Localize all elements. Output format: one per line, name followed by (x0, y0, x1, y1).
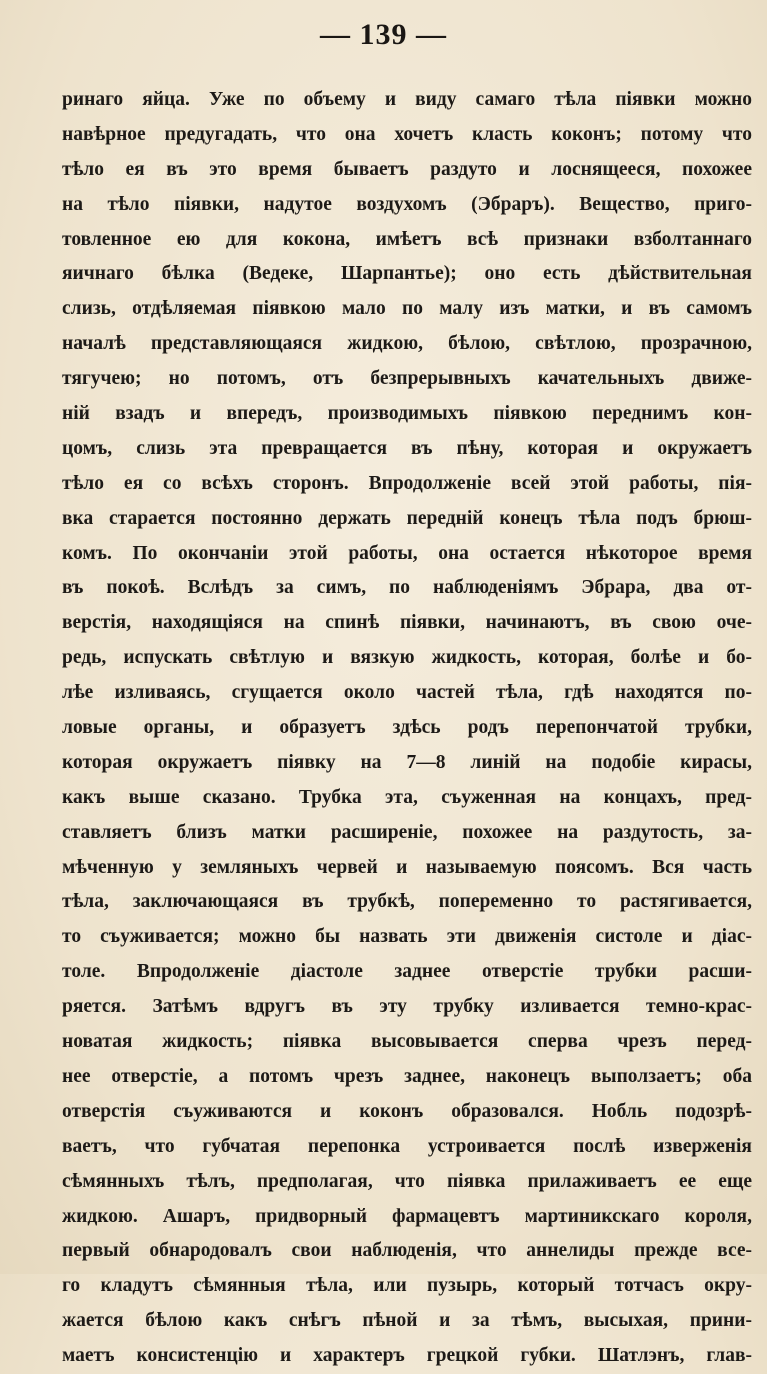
text-line: тѣло ея со всѣхъ сторонъ. Впродолженіе всей этой работы, пія- (62, 472, 752, 494)
text-line: цомъ, слизь эта превращается въ пѣну, которая и окружаетъ (62, 437, 752, 459)
text-line: то съуживается; можно бы назвать эти движенія систоле и діас- (62, 926, 752, 948)
text-line: слизь, отдѣляемая піявкою мало по малу изъ матки, и въ самомъ (62, 298, 752, 320)
text-line: яичнаго бѣлка (Ведеке, Шарпантье); оно есть дѣйствительная (62, 263, 752, 285)
text-line: какъ выше сказано. Трубка эта, съуженная на концахъ, пред- (62, 786, 752, 808)
text-line: товленное ею для кокона, имѣетъ всѣ признаки взболтаннаго (62, 228, 752, 250)
text-line: ринаго яйца. Уже по объему и виду самаго тѣла піявки можно (62, 89, 752, 110)
text-line: маетъ консистенцію и характеръ грецкой губки. Шатлэнъ, глав- (62, 1345, 752, 1367)
text-line: ряется. Затѣмъ вдругъ въ эту трубку изливается темно-крас- (62, 996, 752, 1018)
text-line: мѣченную у земляныхъ червей и называемую поясомъ. Вся часть (62, 856, 752, 878)
text-line: вка старается постоянно держать передній конецъ тѣла подъ брюш- (62, 507, 752, 529)
text-line: тѣло ея въ это время бываетъ раздуто и лоснящееся, похожее (62, 158, 752, 180)
text-line: комъ. По окончаніи этой работы, она остается нѣкоторое время (62, 542, 752, 564)
text-line: тѣла, заключающаяся въ трубкѣ, попеременно то растягивается, (62, 891, 752, 913)
text-line: верстія, находящіяся на спинѣ піявки, начинаютъ, въ свою оче- (62, 612, 752, 634)
text-line: новатая жидкость; піявка высовывается сперва чрезъ перед- (62, 1031, 752, 1053)
text-line: лѣе изливаясь, сгущается около частей тѣла, гдѣ находятся по- (62, 682, 752, 704)
text-line: ній взадъ и впередъ, производимыхъ піявкою переднимъ кон- (62, 403, 752, 425)
text-line: ловые органы, и образуетъ здѣсь родъ перепончатой трубки, (62, 717, 752, 739)
text-line: сѣмянныхъ тѣлъ, предполагая, что піявка прилаживаетъ ее еще (62, 1170, 752, 1192)
text-line: на тѣло піявки, надутое воздухомъ (Эбраръ). Вещество, приго- (62, 193, 752, 215)
text-line: толе. Впродолженіе діастоле заднее отверстіе трубки расши- (62, 961, 752, 983)
text-line: жидкою. Ашаръ, придворный фармацевтъ мартиникскаго короля, (62, 1205, 752, 1227)
text-line: го кладутъ сѣмянныя тѣла, или пузырь, который тотчасъ окру- (62, 1275, 752, 1297)
text-line: нее отверстіе, а потомъ чрезъ заднее, наконецъ выползаетъ; оба (62, 1065, 752, 1087)
text-line: первый обнародовалъ свои наблюденія, что аннелиды прежде все- (62, 1240, 752, 1262)
text-line: въ покоѣ. Вслѣдъ за симъ, по наблюденіямъ Эбрара, два от- (62, 577, 752, 599)
text-line: которая окружаетъ піявку на 7—8 линій на подобіе кирасы, (62, 751, 752, 773)
text-line: началѣ представляющаяся жидкою, бѣлою, свѣтлою, прозрачною, (62, 333, 752, 355)
text-line: навѣрное предугадать, что она хочетъ класть коконъ; потому что (62, 123, 752, 145)
page-number: — 139 — (320, 18, 447, 51)
body-text (62, 83, 752, 1374)
text-line: жается бѣлою какъ снѣгъ пѣной и за тѣмъ, высыхая, прини- (62, 1310, 752, 1332)
text-line: ваетъ, что губчатая перепонка устроивается послѣ изверженія (62, 1135, 752, 1157)
text-line: ставляетъ близъ матки расширеніе, похожее на раздутость, за- (62, 821, 752, 843)
text-line: тягучею; но потомъ, отъ безпрерывныхъ качательныхъ движе- (62, 368, 752, 390)
text-line: редь, испускать свѣтлую и вязкую жидкость, которая, болѣе и бо- (62, 647, 752, 669)
text-line: отверстія съуживаются и коконъ образовался. Нобль подозрѣ- (62, 1100, 752, 1122)
